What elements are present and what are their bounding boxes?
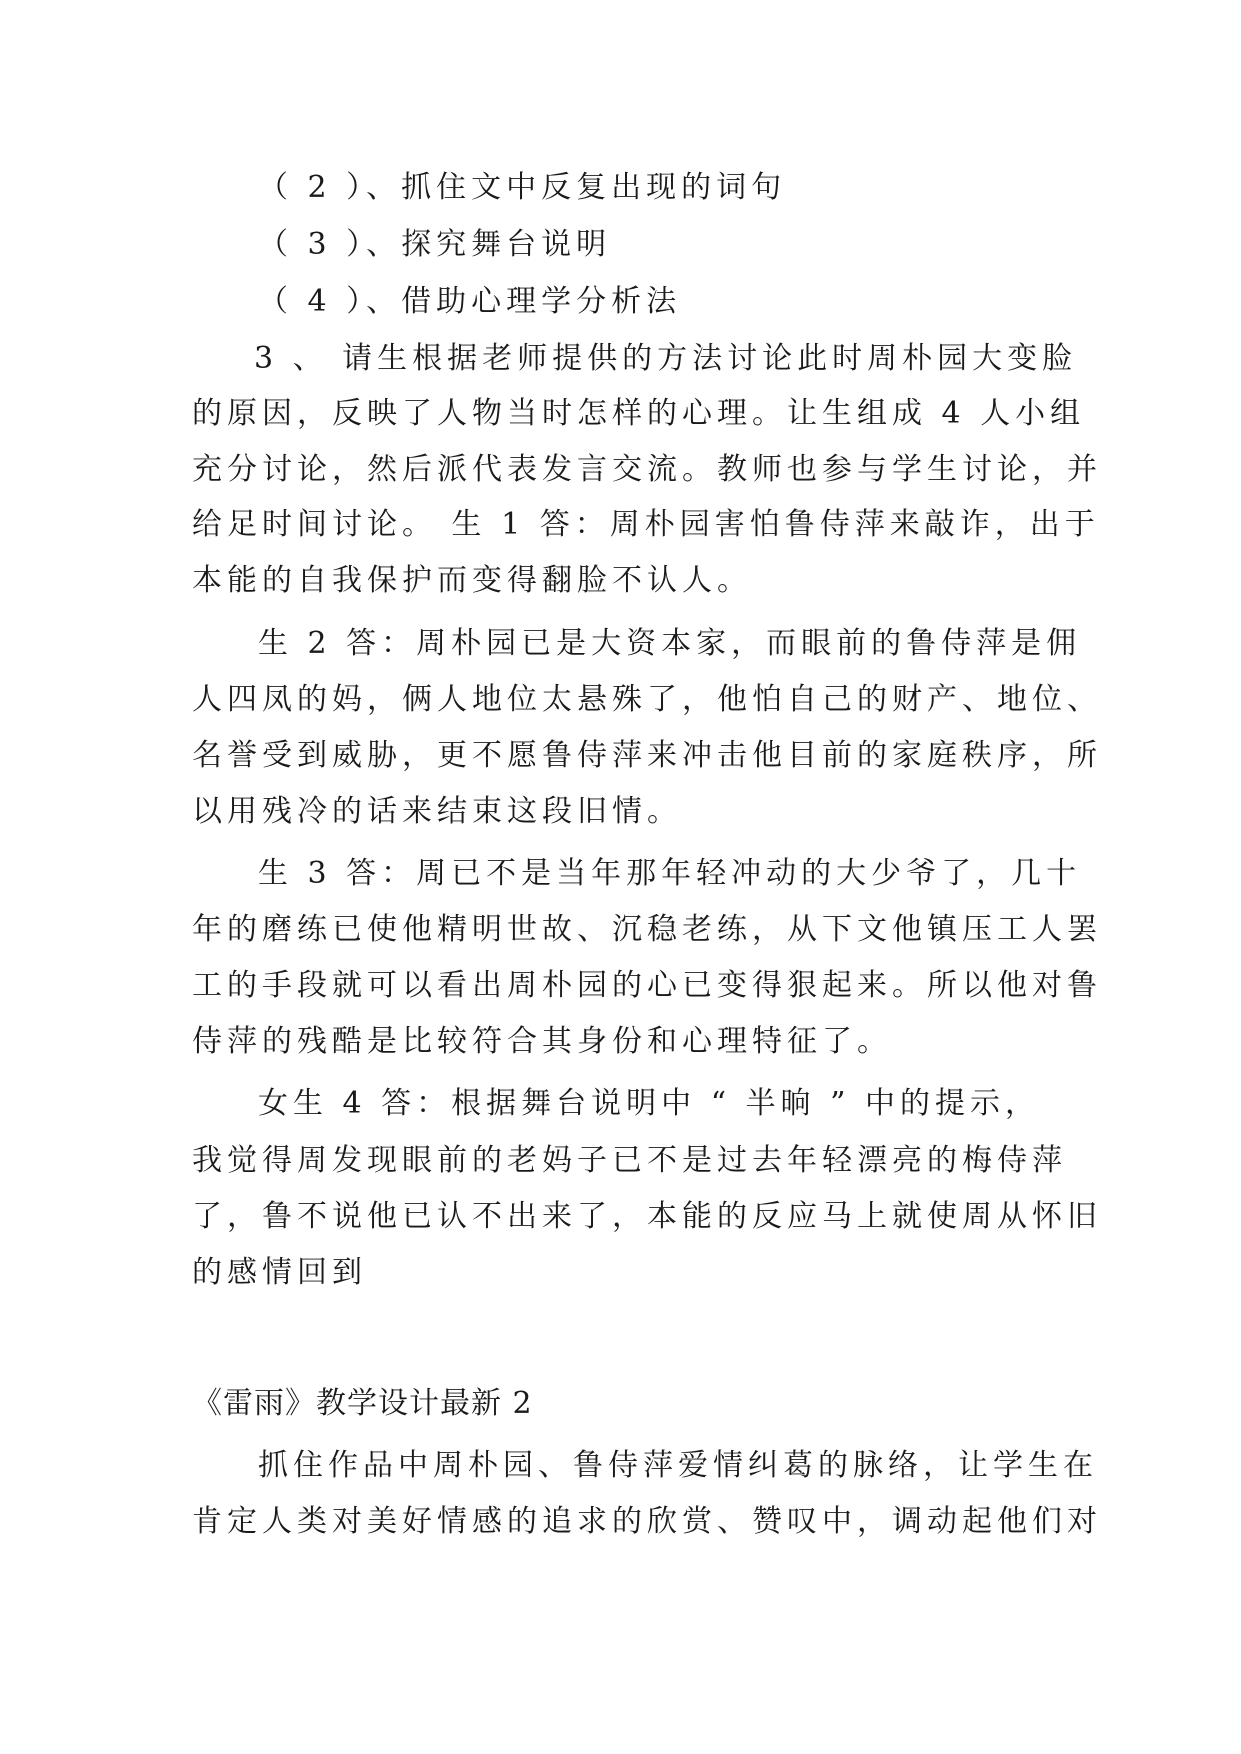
paragraph-line: 我觉得周发现眼前的老妈子已不是过去年轻漂亮的梅侍萍 bbox=[192, 1143, 1067, 1178]
paragraph-line: 年的磨练已使他精明世故、沉稳老练，从下文他镇压工人罢 bbox=[192, 912, 1102, 947]
paragraph-line: 本能的自我保护而变得翻脸不认人。 bbox=[192, 563, 752, 598]
paragraph-line: 的感情回到 bbox=[192, 1255, 367, 1290]
list-item-3: （ 3 ）、探究舞台说明 bbox=[258, 227, 612, 262]
paragraph-line: 充分讨论，然后派代表发言交流。教师也参与学生讨论，并 bbox=[192, 452, 1102, 487]
paragraph-line: 抓住作品中周朴园、鲁侍萍爱情纠葛的脉络，让学生在 bbox=[258, 1448, 1098, 1483]
paragraph-line: 肯定人类对美好情感的追求的欣赏、赞叹中，调动起他们对 bbox=[192, 1504, 1102, 1539]
paragraph-line: 的原因，反映了人物当时怎样的心理。让生组成 4 人小组 bbox=[192, 396, 1086, 431]
paragraph-line: 3 、 请生根据老师提供的方法讨论此时周朴园大变脸 bbox=[254, 341, 1078, 376]
paragraph-line: 工的手段就可以看出周朴园的心已变得狠起来。所以他对鲁 bbox=[192, 968, 1102, 1003]
paragraph-line: 女生 4 答：根据舞台说明中 “ 半晌 ” 中的提示， bbox=[258, 1086, 1040, 1121]
paragraph-line: 了，鲁不说他已认不出来了，本能的反应马上就使周从怀旧 bbox=[192, 1199, 1102, 1234]
paragraph-line: 以用残冷的话来结束这段旧情。 bbox=[192, 794, 682, 829]
paragraph-line: 侍萍的残酷是比较符合其身份和心理特征了。 bbox=[192, 1024, 892, 1059]
section-title: 《雷雨》教学设计最新 2 bbox=[192, 1386, 533, 1421]
paragraph-line: 给足时间讨论。 生 1 答：周朴园害怕鲁侍萍来敲诈，出于 bbox=[192, 507, 1100, 542]
list-item-4: （ 4 ）、借助心理学分析法 bbox=[258, 284, 682, 319]
paragraph-line: 生 3 答：周已不是当年那年轻冲动的大少爷了，几十 bbox=[258, 856, 1082, 891]
paragraph-line: 生 2 答：周朴园已是大资本家，而眼前的鲁侍萍是佣 bbox=[258, 626, 1082, 661]
paragraph-line: 名誉受到威胁，更不愿鲁侍萍来冲击他目前的家庭秩序，所 bbox=[192, 738, 1102, 773]
paragraph-line: 人四凤的妈，俩人地位太悬殊了，他怕自己的财产、地位、 bbox=[192, 682, 1102, 717]
list-item-2: （ 2 ）、抓住文中反复出现的词句 bbox=[258, 170, 787, 205]
